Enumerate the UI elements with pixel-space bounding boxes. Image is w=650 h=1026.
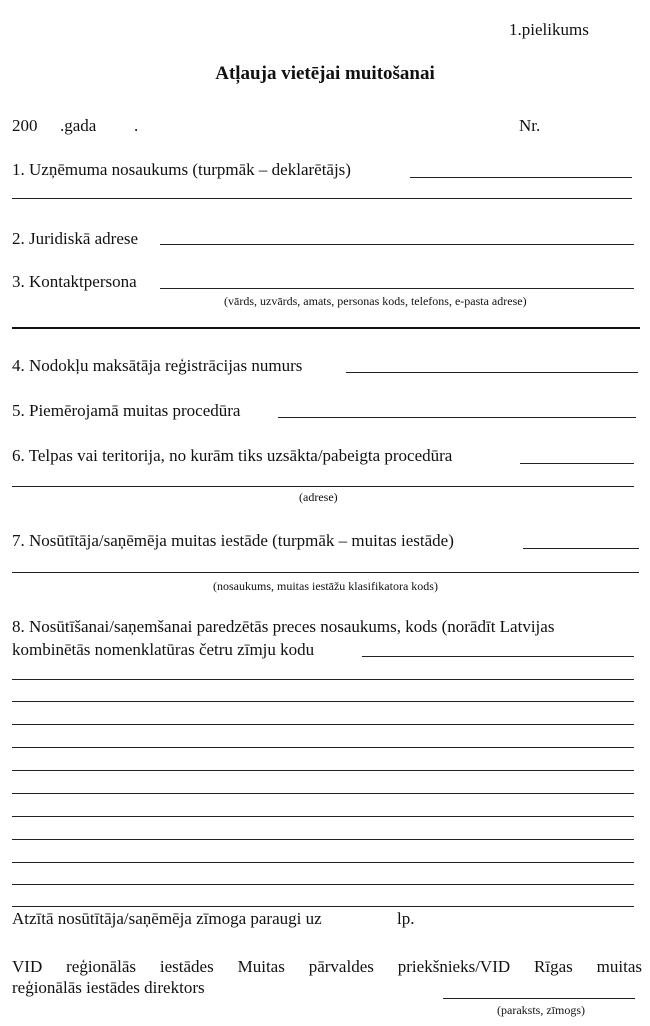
goods-line[interactable]: [12, 884, 634, 885]
field-8-label-line-2: kombinētās nomenklatūras četru zīmju kodu: [12, 640, 315, 659]
goods-line[interactable]: [12, 724, 634, 725]
goods-line[interactable]: [12, 701, 634, 702]
field-7-input-line-2[interactable]: [12, 572, 639, 573]
field-1-input-line[interactable]: [410, 177, 632, 178]
stamp-samples-label: Atzītā nosūtītāja/saņēmēja zīmoga paraugi uz: [12, 909, 322, 928]
field-5-input-line[interactable]: [278, 417, 636, 418]
field-4-input-line[interactable]: [346, 372, 638, 373]
field-4-label: 4. Nodokļu maksātāja reģistrācijas numurs: [12, 356, 303, 375]
signatory-title-line-1: VID reģionālās iestādes Muitas pārvaldes priekšnieks/VID Rīgas muitas: [12, 957, 642, 976]
field-6-label: 6. Telpas vai teritorija, no kurām tiks uzsākta/pabeigta procedūra: [12, 446, 453, 465]
field-3-hint: (vārds, uzvārds, amats, personas kods, telefons, e-pasta adrese): [224, 294, 527, 308]
field-6-input-line-2[interactable]: [12, 486, 634, 487]
goods-line[interactable]: [12, 906, 634, 907]
goods-line[interactable]: [12, 862, 634, 863]
field-7-input-line[interactable]: [523, 548, 639, 549]
number-label: Nr.: [519, 116, 541, 135]
goods-line[interactable]: [12, 816, 634, 817]
field-5-label: 5. Piemērojamā muitas procedūra: [12, 401, 241, 420]
field-6-hint: (adrese): [299, 490, 338, 504]
field-8-label-line-1: 8. Nosūtīšanai/saņemšanai paredzētās preces nosaukums, kods (norādīt Latvijas: [12, 617, 555, 636]
date-dot: .: [134, 116, 139, 135]
document-title: Atļauja vietējai muitošanai: [215, 63, 435, 84]
section-divider: [12, 327, 640, 329]
field-3-label: 3. Kontaktpersona: [12, 272, 137, 291]
goods-line[interactable]: [12, 770, 634, 771]
signature-hint: (paraksts, zīmogs): [497, 1003, 585, 1017]
goods-line[interactable]: [12, 747, 634, 748]
signature-line[interactable]: [443, 998, 635, 999]
field-2-label: 2. Juridiskā adrese: [12, 229, 139, 248]
field-8-input-line[interactable]: [362, 656, 634, 657]
field-1-label: 1. Uzņēmuma nosaukums (turpmāk – deklarētājs): [12, 160, 351, 179]
annex-label: 1.pielikums: [509, 20, 589, 39]
gada-label: .gada: [60, 116, 97, 135]
field-1-input-line-2[interactable]: [12, 198, 632, 199]
field-7-hint: (nosaukums, muitas iestāžu klasifikatora kods): [213, 579, 438, 593]
goods-line[interactable]: [12, 793, 634, 794]
year-label: 200: [12, 116, 38, 135]
signatory-title-line-2: reģionālās iestādes direktors: [12, 978, 205, 997]
field-7-label: 7. Nosūtītāja/saņēmēja muitas iestāde (turpmāk – muitas iestāde): [12, 531, 454, 550]
goods-line[interactable]: [12, 679, 634, 680]
goods-line[interactable]: [12, 839, 634, 840]
field-2-input-line[interactable]: [160, 244, 634, 245]
pages-label: lp.: [397, 909, 415, 928]
field-6-input-line[interactable]: [520, 463, 634, 464]
field-3-input-line[interactable]: [160, 288, 634, 289]
